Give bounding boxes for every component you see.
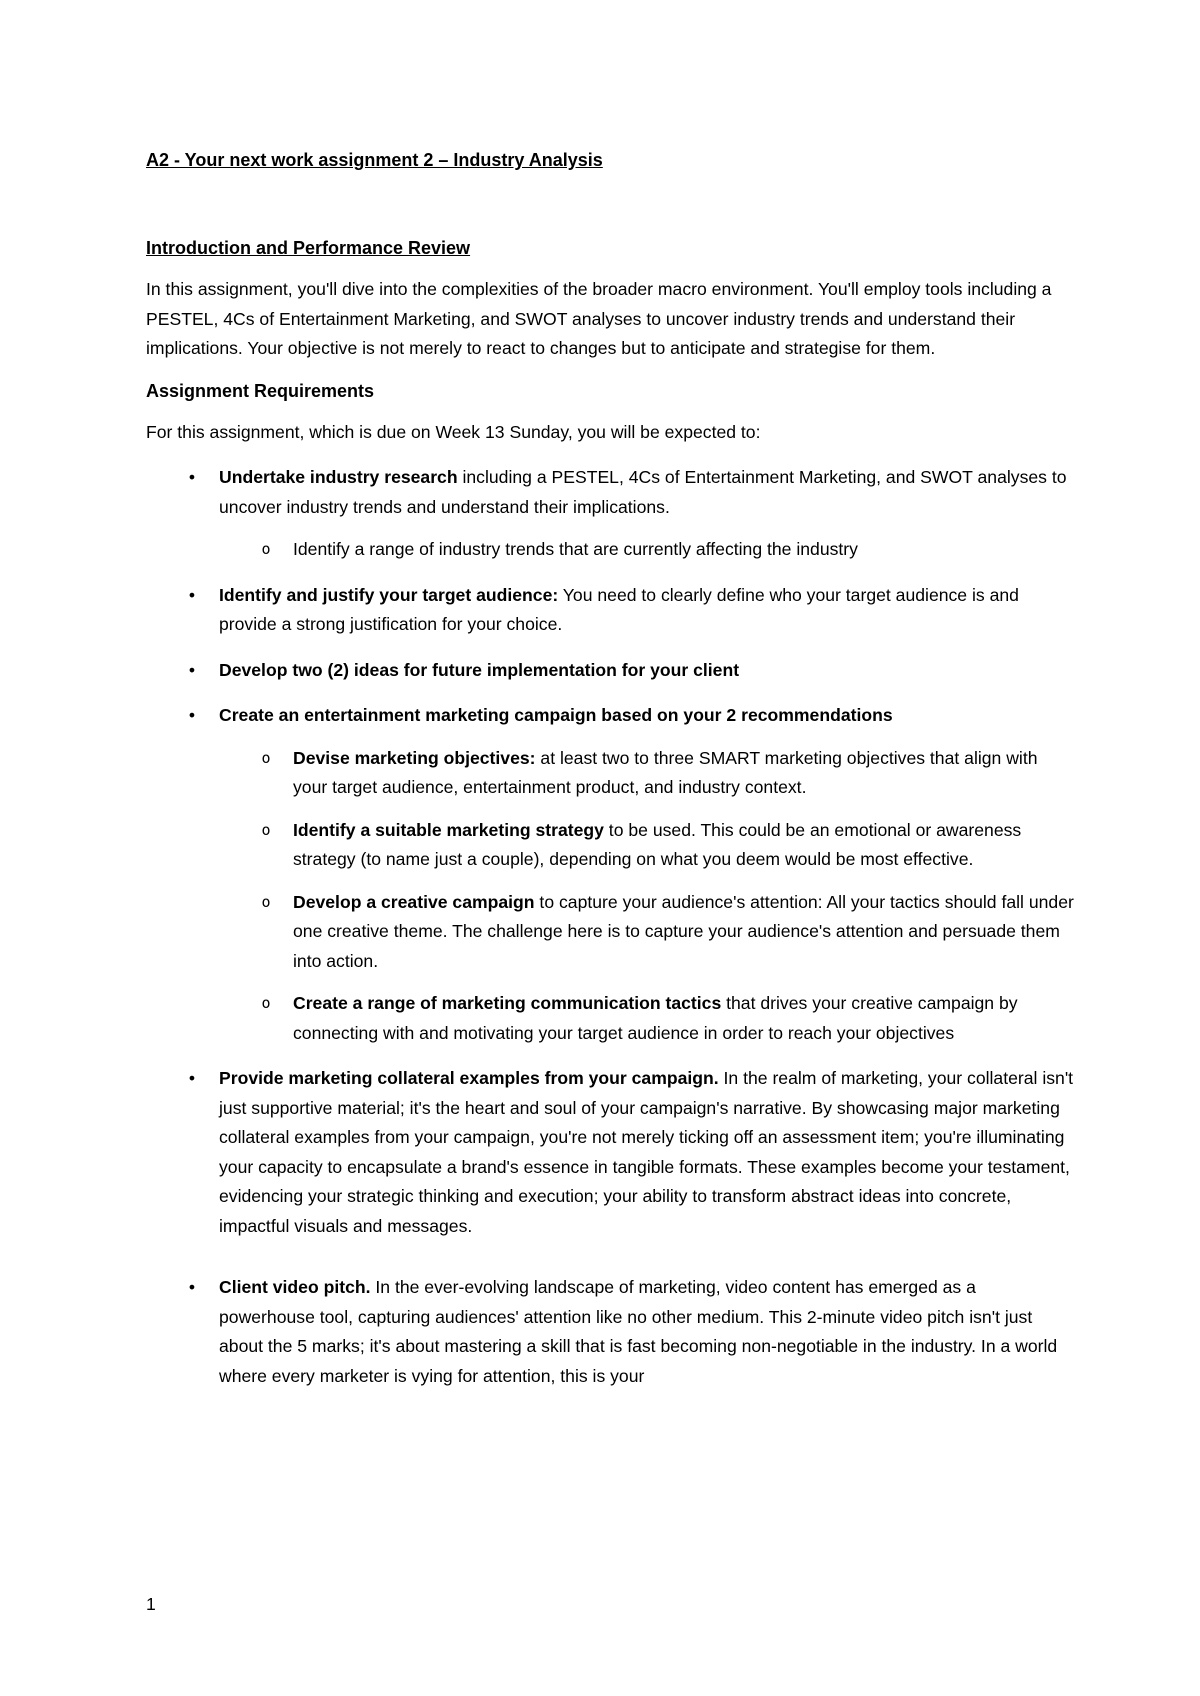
- intro-heading: Introduction and Performance Review: [146, 238, 471, 258]
- sub-item-text: to capture your audience's attention: All your tactics should fall under one creative theme. The challenge here is to capture your audience's attention and persuade them into action.: [293, 891, 1074, 971]
- sub-list-item: [146, 535, 1076, 565]
- sub-item-bold: Identify a suitable marketing strategy: [293, 819, 604, 840]
- list-item-bold: Provide marketing collateral examples from your campaign.: [219, 1068, 719, 1088]
- sub-bullet-icon: o: [261, 892, 271, 911]
- document-body: [146, 145, 1076, 1391]
- sub-list-item: [146, 888, 1076, 977]
- bullet-icon: •: [188, 1277, 196, 1297]
- bullet-icon: •: [188, 705, 196, 725]
- list-item: [146, 1064, 1076, 1241]
- sub-bullet-icon: o: [261, 748, 271, 767]
- requirements-heading: Assignment Requirements: [146, 380, 375, 401]
- sub-item-bold: Develop a creative campaign: [293, 891, 535, 912]
- sub-list-item: [146, 816, 1076, 875]
- requirements-list: [146, 463, 1076, 1391]
- list-item-bold: Undertake industry research: [219, 467, 458, 487]
- bullet-icon: •: [188, 584, 196, 605]
- list-item: [146, 1273, 1076, 1391]
- list-item-text: including a PESTEL, 4Cs of Entertainment Marketing, and SWOT analyses to uncover industry trends and understand their implications.: [219, 467, 1067, 517]
- sub-list: [219, 744, 1076, 1049]
- sub-bullet-icon: o: [261, 994, 271, 1012]
- list-item: [146, 656, 1076, 686]
- sub-item-text: to be used. This could be an emotional or awareness strategy (to name just a couple), depending on what you deem would be most effective.: [293, 819, 1022, 869]
- list-item-bold: Develop two (2) ideas for future implementation for your client: [219, 659, 740, 680]
- list-item-text: In the realm of marketing, your collateral isn't just supportive material; it's the heart and soul of your campaign's narrative. By showcasing major marketing collateral examples from your campaign, you're not merely ticking off an assessment item; you're illuminating your capacity to encapsulate a brand's essence in tangible formats. These examples become your testament, evidencing your strategic thinking and execution; your ability to transform abstract ideas into concrete, impactful visuals and messages.: [219, 1068, 1074, 1236]
- sub-item-text: at least two to three SMART marketing objectives that align with your target audience, entertainment product, and industry context.: [293, 747, 1038, 797]
- list-item: [146, 701, 1076, 1048]
- list-item: [146, 463, 1076, 565]
- list-item-text: You need to clearly define who your target audience is and provide a strong justification for your choice.: [219, 584, 1019, 634]
- bullet-icon: •: [188, 1068, 196, 1088]
- bullet-icon: •: [188, 659, 196, 680]
- requirements-intro: For this assignment, which is due on Week 13 Sunday, you will be expected to:: [146, 421, 761, 442]
- sub-list-item: [146, 744, 1076, 803]
- sub-item-text: Identify a range of industry trends that are currently affecting the industry: [293, 539, 858, 559]
- list-item-bold: Identify and justify your target audience:: [219, 584, 559, 605]
- sub-list-item: [146, 989, 1076, 1048]
- list-item-bold: Client video pitch.: [219, 1277, 371, 1297]
- intro-paragraph: In this assignment, you'll dive into the complexities of the broader macro environment. You'll employ tools including a PESTEL, 4Cs of Entertainment Marketing, and SWOT analyses to uncover industry trends and understand their implications. Your objective is not merely to react to changes but to anticipate and strategise for them.: [146, 279, 1052, 358]
- bullet-icon: •: [188, 467, 196, 487]
- sub-list: [219, 535, 1076, 565]
- sub-item-bold: Devise marketing objectives:: [293, 747, 536, 768]
- list-item-text: In the ever-evolving landscape of marketing, video content has emerged as a powerhouse tool, capturing audiences' attention like no other medium. This 2-minute video pitch isn't just about the 5 marks; it's about mastering a skill that is fast becoming non-negotiable in the industry. In a world where every marketer is vying for attention, this is your: [219, 1277, 1058, 1386]
- sub-bullet-icon: o: [261, 820, 271, 839]
- sub-item-bold: Create a range of marketing communication tactics: [293, 993, 722, 1013]
- list-item-bold: Create an entertainment marketing campaign based on your 2 recommendations: [219, 705, 893, 725]
- page-number: 1: [146, 1594, 156, 1614]
- list-item: [146, 581, 1076, 640]
- sub-bullet-icon: o: [261, 540, 271, 558]
- document-title: A2 - Your next work assignment 2 – Industry Analysis: [146, 150, 603, 170]
- sub-item-text: that drives your creative campaign by connecting with and motivating your target audience in order to reach your objectives: [293, 993, 1018, 1043]
